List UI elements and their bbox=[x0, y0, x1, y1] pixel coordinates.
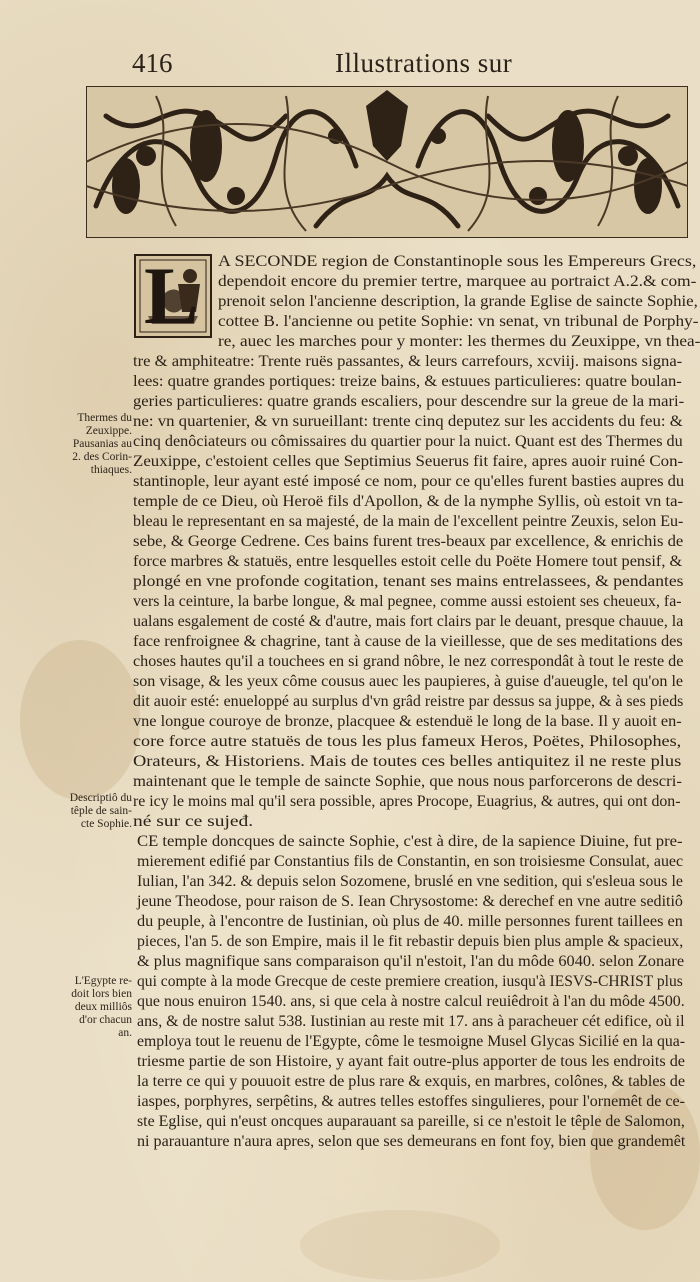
margin-note-line: Descriptiô du bbox=[69, 792, 132, 804]
text-line: face renfroignee & chagrine, tant à cause de la vieillesse, que de ses meditations des bbox=[133, 633, 683, 650]
text-line: son visage, & les yeux côme cousus auec les paupieres, à guise d'aueugle, tel qu'on le bbox=[133, 673, 684, 690]
text-line: ualans esgalement de costé & d'autre, mais fort clairs par le deuant, presque chauue, la bbox=[133, 613, 684, 630]
text-line: cinq denôciateurs ou cômissaires du quartier pour la nuict. Quant est des Thermes du bbox=[133, 433, 683, 450]
text-line: que nous enuiron 1540. ans, si que cela à nostre calcul reuiêdroit à l'an du môde 4500. bbox=[137, 993, 685, 1010]
margin-note-line: Zeuxippe. bbox=[85, 425, 132, 437]
text-line: plongé en vne profonde cogitation, tenant ses mains entrelassees, & pendantes bbox=[133, 573, 684, 590]
margin-note-line: têple de sain- bbox=[70, 805, 132, 817]
text-line: choses hautes qu'il a touchees en si grand nôbre, le nez correspondât à tout le reste de bbox=[133, 653, 684, 670]
text-line: employa tout le reuenu de l'Egypte, côme le tesmoigne Musel Glycas Sicilié en la qua- bbox=[137, 1033, 686, 1050]
text-line: force marbres & statuës, entre lesquelles estoit celle du Poëte Homere tout pensif, & bbox=[133, 553, 683, 570]
text-line: bleau le representant en sa majesté, de la main de l'excellent peintre Zeuxis, selon Eu- bbox=[133, 513, 684, 530]
text-line: Iulian, l'an 342. & depuis selon Sozomene, bruslé en vne sedition, qui s'esleua sous le bbox=[137, 873, 683, 890]
text-line: ni parauanture n'aura apres, selon que ses demeurans en font foy, bien que grandemêt bbox=[137, 1133, 686, 1150]
page-header bbox=[130, 46, 530, 86]
text-line: vne longue couroye de bronze, placquee & estenduë le long de la base. Il y auoit en- bbox=[133, 713, 682, 730]
text-line: triesme partie de son Histoire, y ayant fait outre-plus apporter de tous les endroits de bbox=[137, 1053, 686, 1070]
text-line: du peuple, à l'encontre de Iustinian, où plus de 40. mille personnes furent taillees en bbox=[137, 913, 683, 930]
margin-note-line: deux milliôs bbox=[74, 1001, 132, 1013]
margin-note bbox=[62, 975, 132, 1040]
margin-note-line: cte Sophie. bbox=[80, 818, 132, 830]
text-line: la terre ce qui y pouuoit estre de plus rare & exquis, en marbres, colônes, & tables de bbox=[137, 1073, 686, 1090]
decorated-initial bbox=[134, 250, 212, 341]
margin-note-line: Pausanias au bbox=[72, 438, 132, 450]
text-line: dependoit encore du premier tertre, marquee au portraict A.2.& com- bbox=[218, 273, 697, 290]
text-line: re icy le moins mal qu'il sera possible, apres Procope, Euagrius, & autres, qui ont don- bbox=[133, 793, 681, 810]
margin-note-line: 2. des Corin- bbox=[72, 451, 132, 463]
margin-note-line: an. bbox=[118, 1027, 132, 1039]
margin-note-line: d'or chacun bbox=[79, 1014, 132, 1026]
text-line: sebe, & George Cedrene. Ces bains furent tres-beaux par excellence, & enrichis de bbox=[133, 533, 684, 550]
text-line: re, auec les marches pour y monter: les thermes du Zeuxippe, vn thea- bbox=[218, 333, 700, 350]
initial-letter: L bbox=[144, 250, 199, 341]
paper-stain bbox=[20, 640, 140, 800]
text-line: pieces, l'an 5. de son Empire, mais il le fit rebastir depuis bien plus ample & spacieux, bbox=[137, 933, 684, 950]
paper-stain bbox=[300, 1210, 500, 1280]
margin-note-line: Thermes du bbox=[77, 412, 132, 424]
margin-note bbox=[62, 412, 132, 477]
text-line: ne: vn quartenier, & vn surueillant: trente cinq deputez sur les accidents du feu: & bbox=[133, 413, 683, 430]
text-line: maintenant que le temple de saincte Sophie, que nous nous parforcerons de descri- bbox=[133, 773, 682, 790]
text-line: jeune Theodose, pour raison de S. Iean Chrysostome: & derechef en vne autre seditiô bbox=[137, 893, 683, 910]
text-line: stantinople, leur ayant esté imposé ce nom, pour ce qu'elles furent basties aupres du bbox=[133, 473, 685, 490]
text-line: dit auoir esté: enueloppé au surplus d'vn grâd reistre par dessus sa juppe, & à ses pieds bbox=[133, 693, 684, 710]
running-title: Illustrations sur bbox=[335, 48, 513, 78]
text-line: vers la ceinture, la barbe longue, & mal pegnee, comme aussi estoient ses cheueux, fa- bbox=[133, 593, 682, 610]
text-line: & plus magnifique sans comparaison qu'il n'estoit, l'an du môde 6040. selon Zonare bbox=[137, 953, 685, 970]
text-line: Zeuxippe, c'estoient celles que Septimius Seuerus fit faire, apres auoir ruiné Con- bbox=[133, 453, 684, 470]
text-line: né sur ce sujeđ. bbox=[133, 813, 254, 830]
text-line: A SECONDE region de Constantinople sous les Empereurs Grecs, bbox=[218, 253, 697, 270]
page-number: 416 bbox=[132, 48, 173, 78]
ornamental-headpiece bbox=[86, 86, 688, 238]
text-line: lees: quatre grandes portiques: treize bains, & estuues particulieres: quatre boulan- bbox=[133, 373, 682, 390]
margin-note-line: doit lors bien bbox=[71, 988, 132, 1000]
margin-note-line: L'Egypte re- bbox=[74, 975, 132, 987]
text-line: cottee B. l'ancienne ou petite Sophie: vn senat, vn tribunal de Porphy- bbox=[218, 313, 699, 330]
text-line: Orateurs, & Historiens. Mais de toutes ces belles antiquitez il ne reste plus bbox=[133, 753, 682, 770]
text-line: ans, & de nostre salut 538. Iustinian au reste mit 17. ans à paracheuer cét edifice, où il bbox=[137, 1013, 685, 1030]
text-line: geries particulieres: quatre grands escaliers, pour descendre sur la greue de la mari- bbox=[133, 393, 685, 410]
text-line: iaspes, porphyres, serpêtins, & autres telles estoffes singulieres, pour l'ornemêt de ce- bbox=[137, 1093, 685, 1110]
text-line: ste Eglise, qui n'eust oncques auparauant sa pareille, si ce n'estoit le têple de Salomon, bbox=[137, 1113, 685, 1130]
text-line: prenoit selon l'ancienne description, la grande Eglise de saincte Sophie, bbox=[218, 293, 698, 310]
margin-note bbox=[62, 792, 132, 831]
text-line: mierement edifié par Constantius fils de Constantin, en son troisiesme Consulat, auec bbox=[137, 853, 684, 870]
text-line: core force autre statuës de tous les plus fameux Heros, Poëtes, Philosophes, bbox=[133, 733, 682, 750]
margin-note-line: thiaques. bbox=[90, 464, 132, 476]
text-line: qui compte à la mode Grecque de ceste premiere creation, iusqu'à IESVS-CHRIST plus bbox=[137, 973, 683, 990]
text-line: temple de ce Dieu, où Heroë fils d'Apollon, & de la nymphe Syllis, où estoit vn ta- bbox=[133, 493, 684, 510]
text-line: tre & amphiteatre: Trente ruës passantes, & leurs carrefours, xcviij. maisons signa- bbox=[133, 353, 683, 370]
text-line: CE temple doncques de saincte Sophie, c'est à dire, de la sapience Diuine, fut pre- bbox=[137, 833, 683, 850]
